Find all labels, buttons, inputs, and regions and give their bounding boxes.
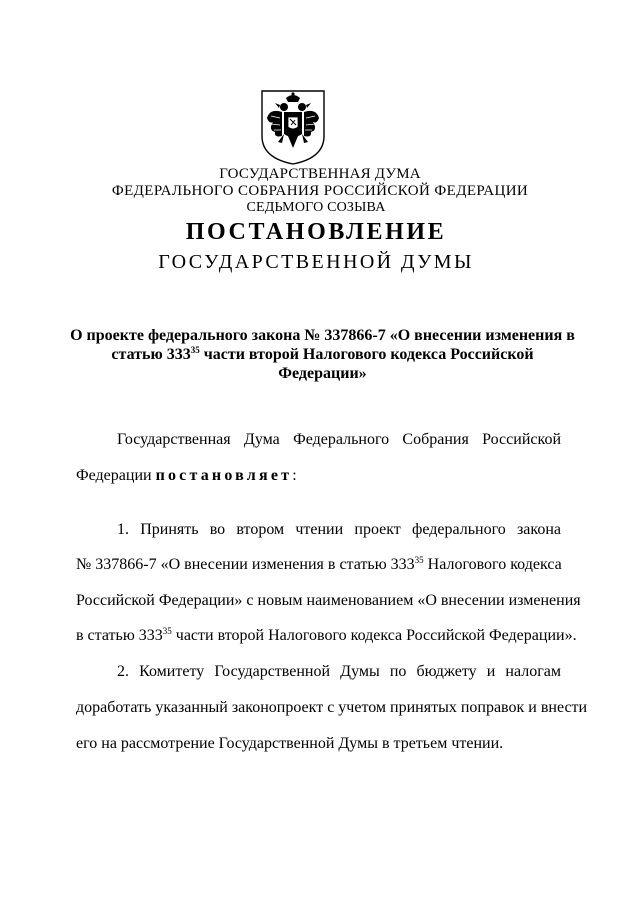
item-2-line: его на рассмотрение Государственной Думы в третьем чтении. — [76, 735, 504, 752]
russian-coat-of-arms-icon — [258, 88, 328, 166]
issuer-line: ФЕДЕРАЛЬНОГО СОБРАНИЯ РОССИЙСКОЙ ФЕДЕРАЦИИ — [111, 183, 529, 199]
subject-line: О проекте федерального закона № 337866-7 «О внесении изменения в — [70, 327, 575, 344]
issuer-line: ГОСУДАРСТВЕННАЯ ДУМА — [219, 166, 421, 182]
preamble-line: Федерации постановляет: — [76, 467, 297, 484]
item-1-line: Российской Федерации» с новым наименованием «О внесении изменения — [76, 592, 581, 609]
resolution-subject — [70, 326, 575, 383]
document-type-title: ПОСТАНОВЛЕНИЕ — [185, 219, 447, 245]
preamble-line: Государственная Дума Федерального Собрания Российской — [117, 431, 561, 448]
item-1-line: 1. Принять во втором чтении проект федерального закона — [117, 521, 561, 538]
convocation-line: СЕДЬМОГО СОЗЫВА — [246, 200, 386, 215]
item-2-line: доработать указанный законопроект с учетом принятых поправок и внести — [76, 699, 588, 716]
document-type-subtitle: ГОСУДАРСТВЕННОЙ ДУМЫ — [158, 251, 474, 273]
subject-line: статью $333^{35}$ части второй Налогового кодекса Российской — [111, 345, 534, 363]
subject-line: Федерации» — [278, 365, 367, 382]
item-1-line: в статью $333^{35}$ части второй Налогового кодекса Российской Федерации». — [76, 626, 577, 644]
item-2-line: 2. Комитету Государственной Думы по бюджету и налогам — [117, 663, 561, 680]
item-1-line: № 337866-7 «О внесении изменения в статью $333^{35}$ Налогового кодекса — [76, 555, 562, 573]
